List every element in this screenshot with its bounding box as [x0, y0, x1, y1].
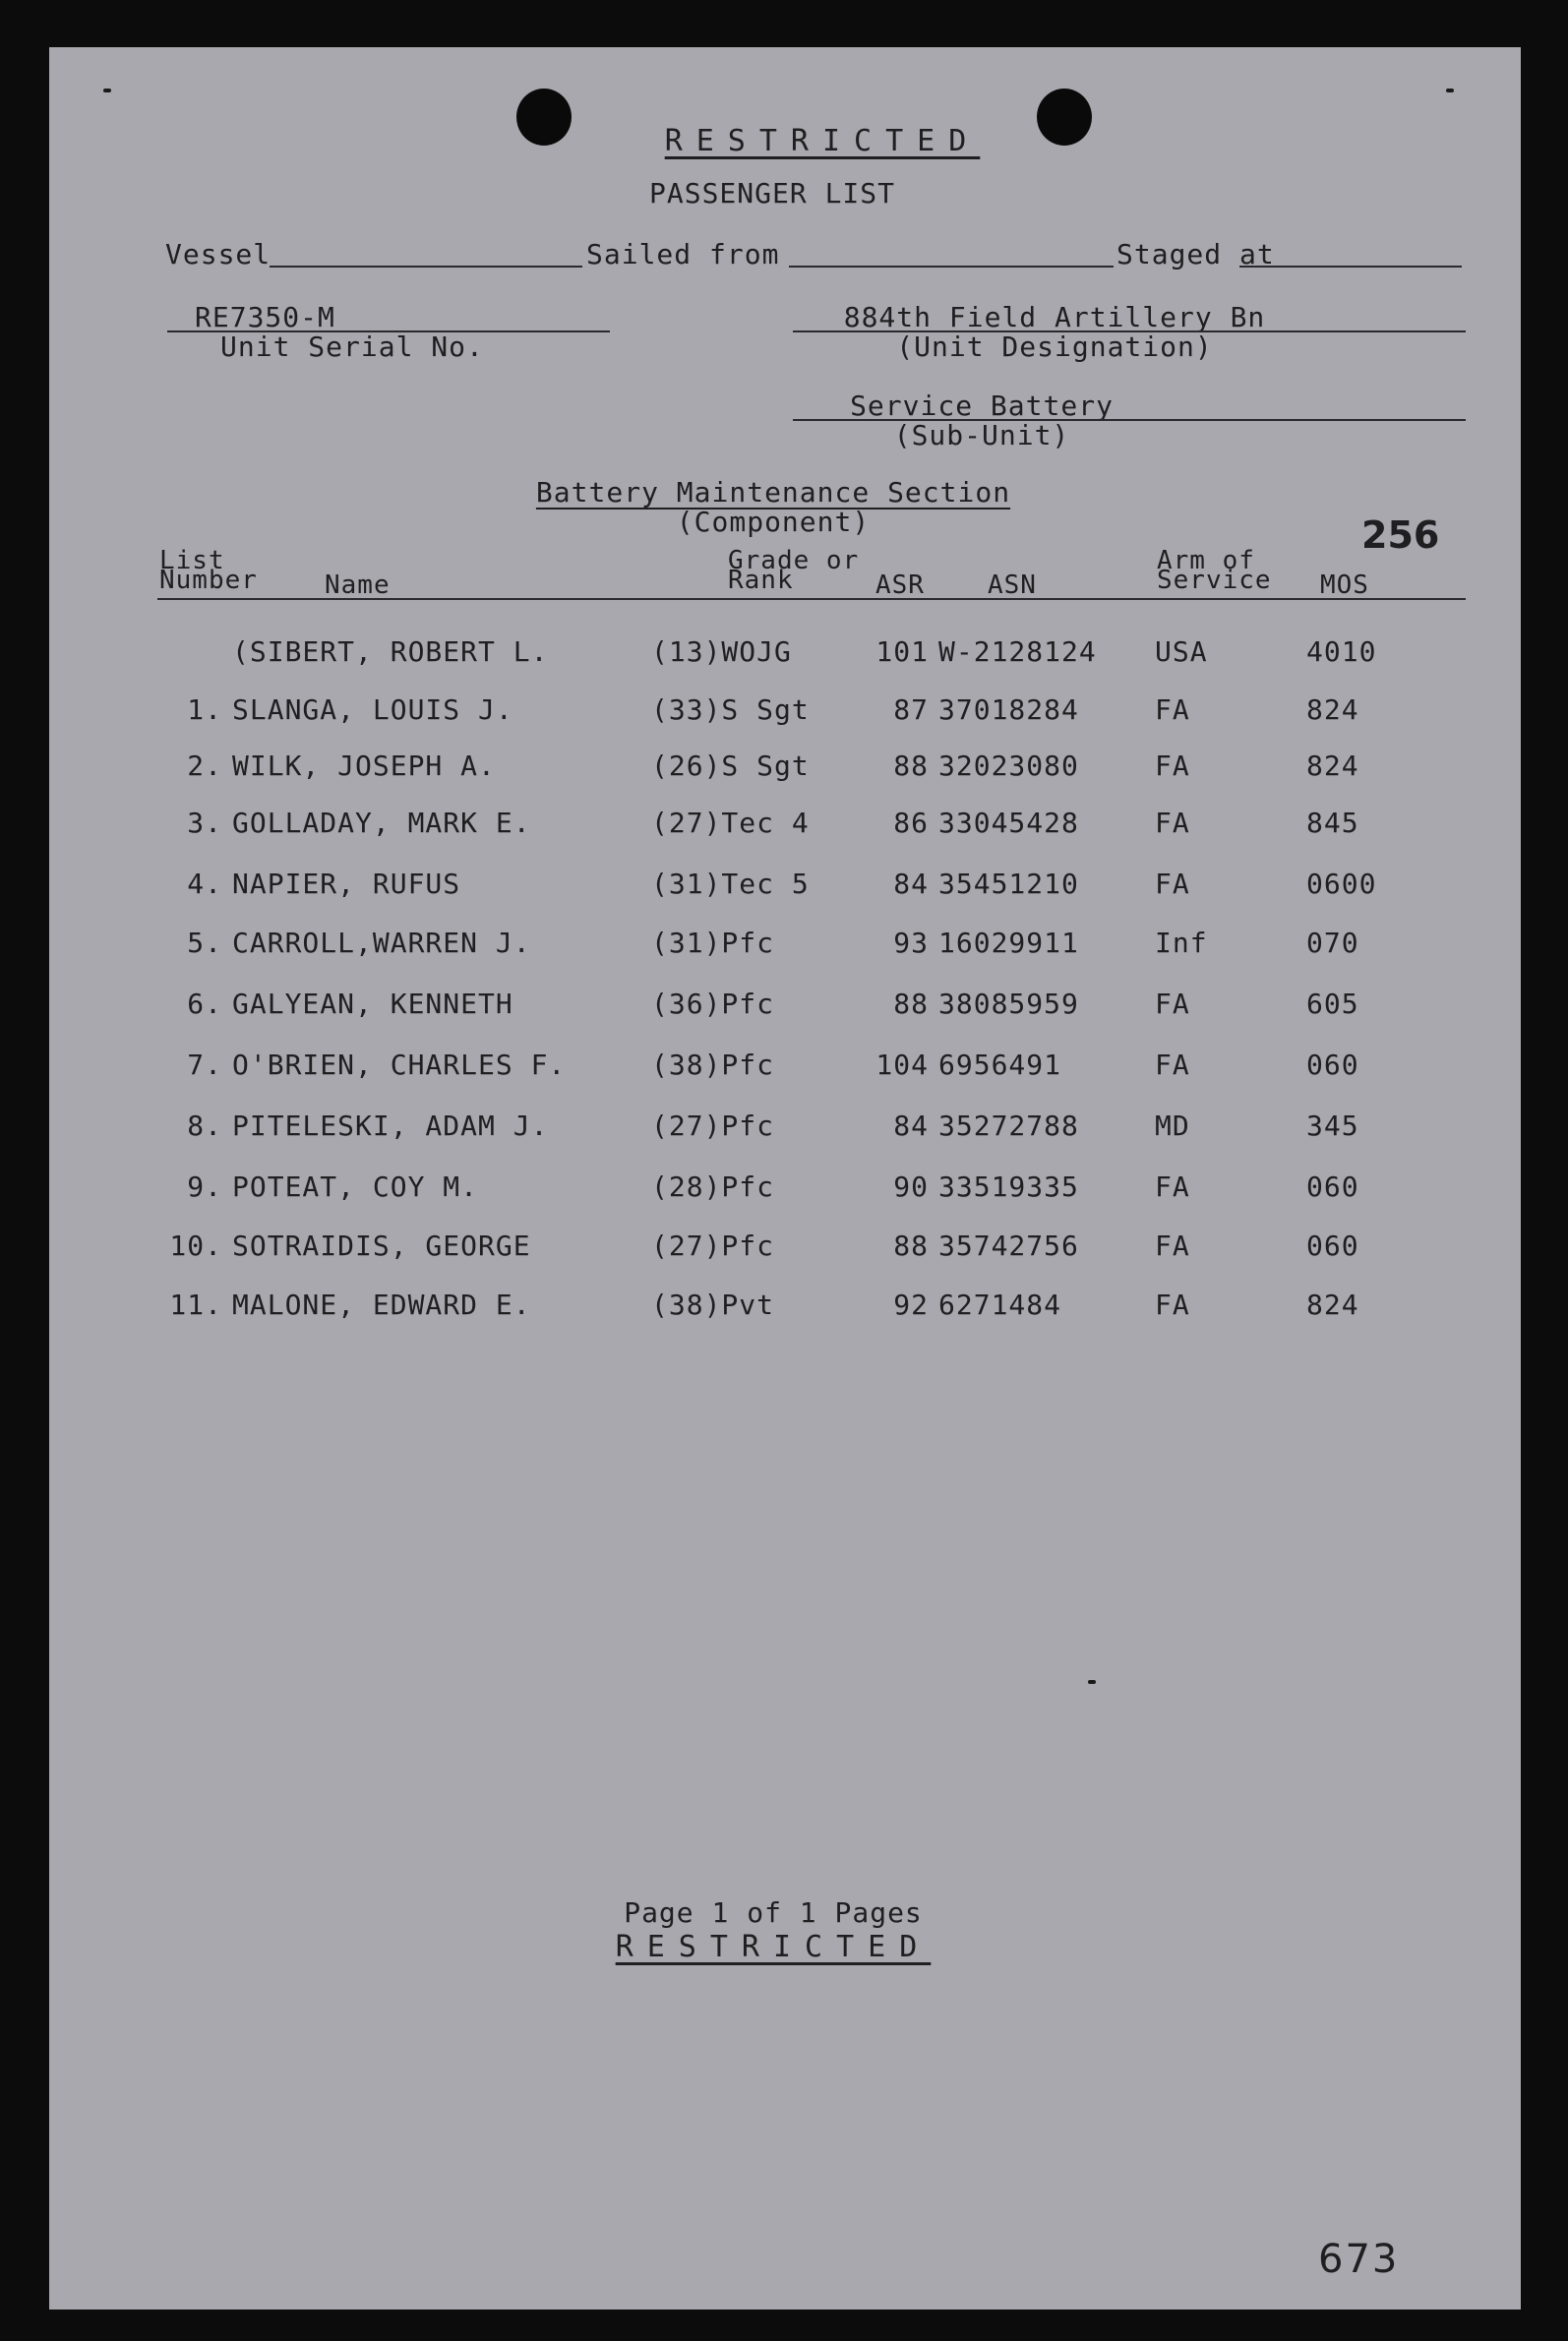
col-asr: ASR [875, 570, 925, 600]
cell-asr: 88 [893, 750, 929, 782]
cell-mos: 605 [1306, 988, 1359, 1020]
cell-num: 8. [187, 1110, 222, 1142]
cell-arm: FA [1155, 868, 1190, 900]
table-row [49, 927, 1521, 960]
table-row [49, 807, 1521, 840]
cell-grade: (28)Pfc [651, 1170, 775, 1203]
cell-num: 1. [187, 693, 222, 726]
cell-grade: (27)Pfc [651, 1110, 775, 1142]
cell-asr: 93 [893, 927, 929, 959]
cell-asr: 92 [893, 1289, 929, 1321]
cell-grade: (31)Pfc [651, 927, 775, 959]
cell-asr: 84 [893, 868, 929, 900]
cell-asr: 88 [893, 1230, 929, 1262]
cell-asr: 90 [893, 1170, 929, 1203]
cell-name: POTEAT, COY M. [232, 1170, 479, 1203]
sub-unit-value: Service Battery [850, 390, 1114, 422]
table-row [49, 635, 1521, 669]
cell-mos: 060 [1306, 1170, 1359, 1203]
staged-at-field-line [1239, 266, 1462, 268]
cell-num: 7. [187, 1049, 222, 1081]
cell-grade: (27)Pfc [651, 1230, 775, 1262]
table-row [49, 1049, 1521, 1082]
cell-asn: 6956491 [938, 1049, 1062, 1081]
speck [1446, 89, 1454, 92]
cell-arm: FA [1155, 807, 1190, 839]
cell-grade: (38)Pvt [651, 1289, 775, 1321]
cell-name: CARROLL,WARREN J. [232, 927, 531, 959]
unit-designation-label: (Unit Designation) [896, 330, 1213, 363]
cell-num: 4. [187, 868, 222, 900]
cell-arm: Inf [1155, 927, 1208, 959]
col-asn: ASN [988, 570, 1037, 600]
cell-num: 6. [187, 988, 222, 1020]
cell-mos: 060 [1306, 1230, 1359, 1262]
document-page [49, 47, 1521, 2310]
cell-arm: FA [1155, 750, 1190, 782]
sailed-from-field-line [789, 266, 1114, 268]
vessel-field-line [270, 266, 582, 268]
sub-unit-label: (Sub-Unit) [893, 419, 1070, 451]
speck [103, 89, 111, 92]
cell-num: 2. [187, 750, 222, 782]
cell-arm: FA [1155, 988, 1190, 1020]
cell-mos: 060 [1306, 1049, 1359, 1081]
cell-grade: (33)S Sgt [651, 693, 810, 726]
cell-mos: 824 [1306, 750, 1359, 782]
cell-asr: 86 [893, 807, 929, 839]
speck [1088, 1680, 1096, 1684]
cell-mos: 845 [1306, 807, 1359, 839]
col-arm: Arm of Service [1157, 546, 1272, 595]
table-row [49, 1230, 1521, 1263]
cell-asr: 101 [875, 635, 929, 668]
cell-arm: FA [1155, 1289, 1190, 1321]
cell-grade: (27)Tec 4 [651, 807, 810, 839]
cell-asn: 32023080 [938, 750, 1079, 782]
cell-arm: USA [1155, 635, 1208, 668]
cell-arm: MD [1155, 1110, 1190, 1142]
cell-grade: (31)Tec 5 [651, 868, 810, 900]
cell-arm: FA [1155, 1049, 1190, 1081]
cell-num: 5. [187, 927, 222, 959]
cell-name: GOLLADAY, MARK E. [232, 807, 531, 839]
cell-name: MALONE, EDWARD E. [232, 1289, 531, 1321]
table-row [49, 1110, 1521, 1143]
cell-num: 10. [169, 1230, 222, 1262]
table-row [49, 750, 1521, 783]
table-row [49, 1170, 1521, 1204]
header-rule [157, 598, 1466, 600]
sailed-from-label: Sailed from [586, 238, 780, 270]
cell-asr: 87 [893, 693, 929, 726]
cell-name: O'BRIEN, CHARLES F. [232, 1049, 567, 1081]
component-value: Battery Maintenance Section [535, 476, 1011, 509]
cell-asr: 84 [893, 1110, 929, 1142]
cell-asn: 33045428 [938, 807, 1079, 839]
cell-asn: W-2128124 [938, 635, 1097, 668]
staged-at-label: Staged at [1116, 238, 1275, 270]
cell-name: SOTRAIDIS, GEORGE [232, 1230, 531, 1262]
col-list-number: List Number [159, 546, 258, 595]
vessel-label: Vessel [165, 238, 271, 270]
col-mos: MOS [1320, 570, 1369, 600]
cell-name: GALYEAN, KENNETH [232, 988, 513, 1020]
restricted-header: RESTRICTED [664, 124, 981, 158]
cell-asn: 33519335 [938, 1170, 1079, 1203]
cell-asn: 35451210 [938, 868, 1079, 900]
cell-name: PITELESKI, ADAM J. [232, 1110, 549, 1142]
restricted-footer: RESTRICTED [615, 1930, 932, 1964]
cell-asn: 35272788 [938, 1110, 1079, 1142]
table-row [49, 693, 1521, 727]
unit-serial-label: Unit Serial No. [220, 330, 484, 363]
cell-name: (SIBERT, ROBERT L. [232, 635, 549, 668]
cell-grade: (36)Pfc [651, 988, 775, 1020]
col-name: Name [325, 570, 391, 600]
cell-arm: FA [1155, 1230, 1190, 1262]
page-count: Page 1 of 1 Pages [624, 1896, 923, 1929]
punch-hole-right [1037, 89, 1092, 146]
cell-mos: 070 [1306, 927, 1359, 959]
document-title: PASSENGER LIST [648, 177, 896, 210]
cell-num: 11. [169, 1289, 222, 1321]
cell-asn: 6271484 [938, 1289, 1062, 1321]
cell-asr: 104 [875, 1049, 929, 1081]
cell-num: 3. [187, 807, 222, 839]
table-row [49, 988, 1521, 1021]
table-row [49, 868, 1521, 901]
cell-name: NAPIER, RUFUS [232, 868, 461, 900]
page-stamp-number: 256 [1361, 513, 1440, 557]
cell-name: SLANGA, LOUIS J. [232, 693, 513, 726]
cell-asr: 88 [893, 988, 929, 1020]
col-grade: Grade or Rank [728, 546, 860, 595]
component-label: (Component) [676, 506, 871, 538]
cell-arm: FA [1155, 693, 1190, 726]
cell-grade: (38)Pfc [651, 1049, 775, 1081]
cell-mos: 824 [1306, 1289, 1359, 1321]
cell-mos: 345 [1306, 1110, 1359, 1142]
cell-asn: 37018284 [938, 693, 1079, 726]
cell-asn: 38085959 [938, 988, 1079, 1020]
unit-serial-value: RE7350-M [195, 301, 335, 333]
handwritten-number: 673 [1318, 2237, 1400, 2282]
cell-mos: 0600 [1306, 868, 1377, 900]
cell-asn: 35742756 [938, 1230, 1079, 1262]
cell-name: WILK, JOSEPH A. [232, 750, 496, 782]
unit-designation-value: 884th Field Artillery Bn [843, 301, 1266, 333]
cell-grade: (13)WOJG [651, 635, 792, 668]
cell-grade: (26)S Sgt [651, 750, 810, 782]
punch-hole-left [516, 89, 572, 146]
cell-mos: 824 [1306, 693, 1359, 726]
cell-num: 9. [187, 1170, 222, 1203]
cell-arm: FA [1155, 1170, 1190, 1203]
table-row [49, 1289, 1521, 1322]
cell-mos: 4010 [1306, 635, 1377, 668]
cell-asn: 16029911 [938, 927, 1079, 959]
